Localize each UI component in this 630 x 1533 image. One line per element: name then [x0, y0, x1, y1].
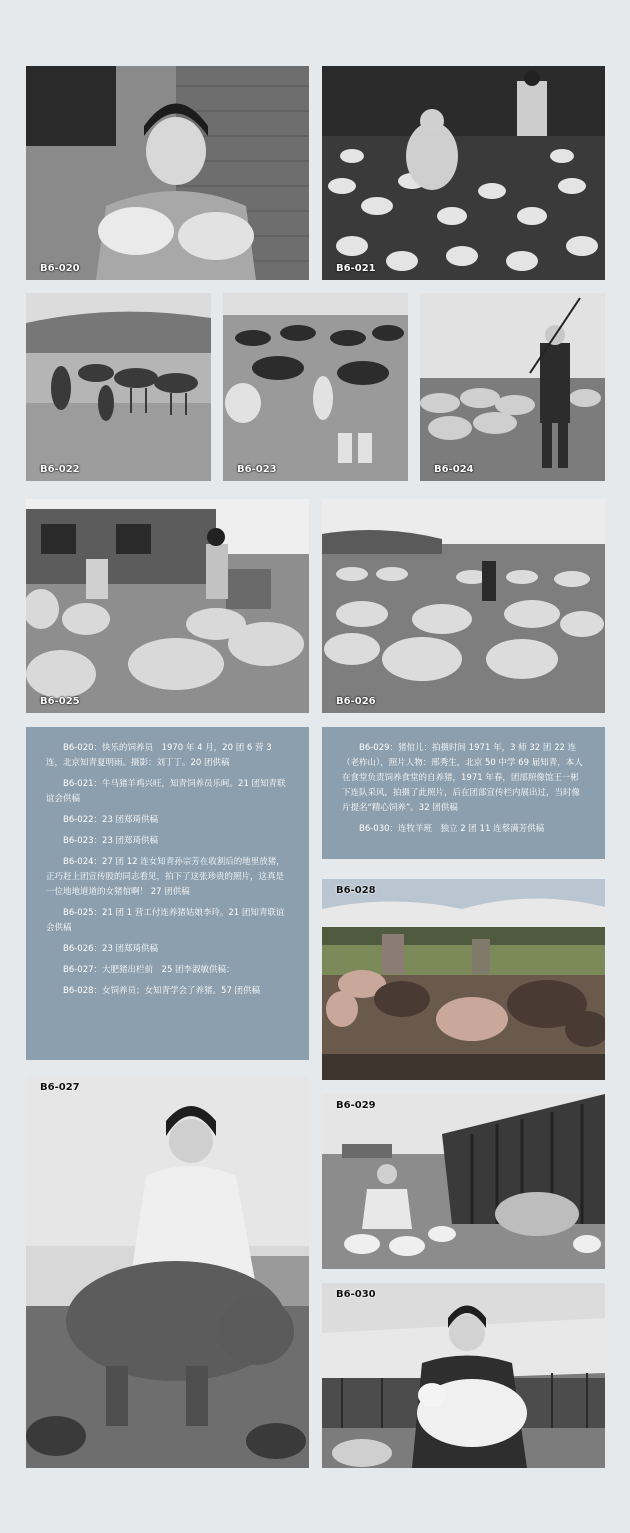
- photo-b6-027: [26, 1076, 309, 1468]
- photo-b6-021: [322, 66, 605, 280]
- photo-girl-holding-lamb: [322, 1283, 605, 1468]
- photo-b6-023: [223, 293, 408, 481]
- caption-b6-023: B6-023：23 团郑琦供稿: [63, 836, 159, 846]
- caption-box-left: [26, 727, 309, 1060]
- photo-dairy-cows: [223, 293, 408, 481]
- caption-b6-030: B6-030：连牧羊班 独立 2 团 11 连蔡满芳供稿: [359, 824, 545, 834]
- photo-large-pig-herd: [322, 499, 605, 713]
- photo-label: B6-030: [336, 1289, 376, 1300]
- photo-label: B6-024: [434, 464, 474, 475]
- photo-label: B6-023: [237, 464, 277, 475]
- photo-label: B6-028: [336, 885, 376, 896]
- caption-b6-027: B6-027：大肥猪出栏前 25 团李淑敏供稿：: [63, 965, 235, 975]
- photo-label: B6-025: [40, 696, 80, 707]
- photo-b6-020: [26, 66, 309, 280]
- photo-girl-feeding-piglets: [322, 1094, 605, 1269]
- photo-b6-022: [26, 293, 211, 481]
- photo-b6-024: [420, 293, 605, 481]
- caption-b6-029: B6-029：猪倌儿：拍摄时间 1971 年，3 师 32 团 22 连（老柞山），照片人物：邢秀生，北京 50 中学 69 届知青，本人在食堂负责饲养食堂的自养猪，1971 年春，团部照像馆王一彬下连队采风，拍摄了此照片，后在团部宣传栏内展出过，当时像片提名“精心饲养”。32 团供稿: [342, 743, 583, 813]
- caption-b6-025: B6-025：21 团 1 营工付连养猪姑娘李玲。21 团知青联谊会供稿: [46, 908, 285, 933]
- photo-girl-herding-pigs: [420, 293, 605, 481]
- caption-b6-020: B6-020：快乐的饲养员 1970 年 4 月，20 团 6 营 3 连，北京知青夏明雨。摄影：刘丁丁。20 团供稿: [46, 743, 272, 768]
- photo-label: B6-021: [336, 263, 376, 274]
- caption-b6-028: B6-028：女饲养员；女知青学会了养猪。57 团供稿: [63, 986, 261, 996]
- photo-deer-at-water: [26, 293, 211, 481]
- photo-girl-holding-piglets: [26, 66, 309, 280]
- photo-label: B6-022: [40, 464, 80, 475]
- photo-b6-029: [322, 1094, 605, 1269]
- photo-b6-028: [322, 879, 605, 1080]
- caption-b6-026: B6-026：23 团郑琦供稿: [63, 944, 159, 954]
- caption-b6-024: B6-024：27 团 12 连女知青孙宗芳在收割后的地里放猪，正巧赶上团宣传股的同志看见，拍下了这张珍贵的照片，这真是一位地地道道的女猪倌啊！ 27 团供稿: [46, 857, 285, 897]
- photo-pigs-by-farmhouse: [26, 499, 309, 713]
- caption-box-right: [322, 727, 605, 859]
- photo-label: B6-027: [40, 1082, 80, 1093]
- photo-girl-with-large-pig: [26, 1076, 309, 1468]
- caption-b6-022: B6-022：23 团郑琦供稿: [63, 815, 159, 825]
- photo-women-feeding-pigs: [322, 879, 605, 1080]
- caption-b6-021: B6-021：牛马猪羊鸡兴旺，知青饲养员乐呵。21 团知青联谊会供稿: [46, 779, 286, 804]
- photo-poultry-flock: [322, 66, 605, 280]
- photo-label: B6-026: [336, 696, 376, 707]
- photo-b6-026: [322, 499, 605, 713]
- photo-b6-025: [26, 499, 309, 713]
- photo-label: B6-029: [336, 1100, 376, 1111]
- photo-label: B6-020: [40, 263, 80, 274]
- photo-b6-030: [322, 1283, 605, 1468]
